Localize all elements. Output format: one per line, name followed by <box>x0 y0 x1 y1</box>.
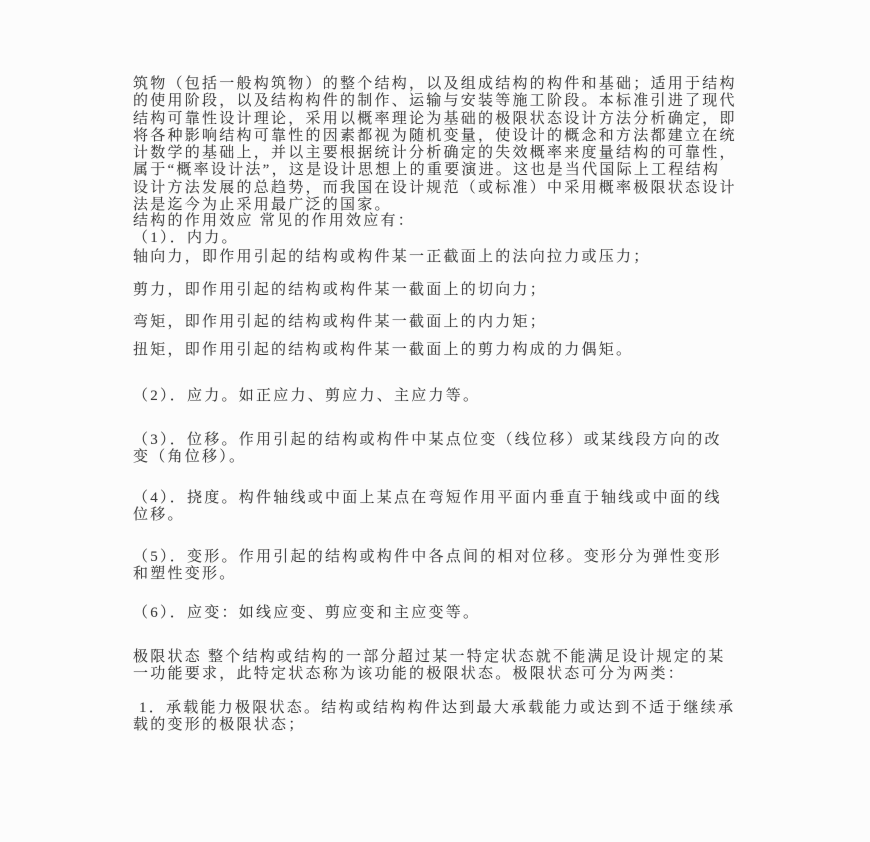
text-line: 极限状态 整个结构或结构的一部分超过某一特定状态就不能满足设计规定的某 <box>133 649 726 665</box>
para-item-2-stress <box>133 388 480 405</box>
text-line: （4）．挠度。构件轴线或中面上某点在弯短作用平面内垂直于轴线或中面的线 <box>133 490 722 506</box>
text-line: 结构的作用效应 常见的作用效应有： <box>133 213 416 229</box>
para-shear-force <box>133 282 547 299</box>
text-line: 结构可靠性设计理论，采用以概率理论为基础的极限状态设计方法分析确定，即 <box>133 110 737 127</box>
text-line: 1．承载能力极限状态。结构或结构构件达到最大承载能力或达到不适于继续承 <box>133 700 736 716</box>
text-line: 和塑性变形。 <box>133 566 237 583</box>
text-line: 剪力，即作用引起的结构或构件某一截面上的切向力； <box>133 282 548 298</box>
para-torque <box>133 342 633 359</box>
text-line: 位移。 <box>133 507 185 524</box>
para-action-effects-heading <box>133 213 415 248</box>
text-line: 筑物（包括一般构筑物）的整个结构，以及组成结构的构件和基础；适用于结构 <box>133 76 737 92</box>
text-line: （5）．变形。作用引起的结构或构件中各点间的相对位移。变形分为弹性变形 <box>133 549 722 565</box>
text-line: 设计方法发展的总趋势，而我国在设计规范（或标准）中采用概率极限状态设计 <box>133 179 737 196</box>
text-line: 载的变形的极限状态； <box>133 717 306 734</box>
text-line: 将各种影响结构可靠性的因素都视为随机变量，使设计的概念和方法都建立在统 <box>133 127 737 144</box>
para-bending-moment <box>133 314 547 331</box>
text-line: 轴向力，即作用引起的结构或构件某一正截面上的法向拉力或压力； <box>133 249 651 265</box>
text-line: （2）．应力。如正应力、剪应力、主应力等。 <box>133 388 481 404</box>
text-line: （3）．位移。作用引起的结构或构件中某点位变（线位移）或某线段方向的改 <box>133 432 722 448</box>
text-line: 的使用阶段，以及结构构件的制作、运输与安装等施工阶段。本标准引进了现代 <box>133 93 737 110</box>
text-line: 计数学的基础上，并以主要根据统计分析确定的失效概率来度量结构的可靠性， <box>133 145 737 162</box>
para-axial-force <box>133 249 651 266</box>
text-line: 属于“概率设计法”，这是设计思想上的重要演进。这也是当代国际上工程结构 <box>133 162 721 179</box>
para-bearing-capacity-limit-state <box>133 700 735 735</box>
text-line: （1）．内力。 <box>133 230 239 247</box>
para-item-4-deflection <box>133 490 722 525</box>
text-line: 弯矩，即作用引起的结构或构件某一截面上的内力矩； <box>133 314 548 330</box>
para-item-6-strain <box>133 605 480 622</box>
text-line: 法是迄今为止采用最广泛的国家。 <box>133 197 392 214</box>
text-line: 一功能要求，此特定状态称为该功能的极限状态。极限状态可分为两类： <box>133 666 686 683</box>
para-item-5-deformation <box>133 549 722 584</box>
text-line: 扭矩，即作用引起的结构或构件某一截面上的剪力构成的力偶矩。 <box>133 342 634 358</box>
para-limit-state <box>133 649 726 684</box>
text-line: 变（角位移）。 <box>133 449 247 466</box>
para-item-3-displacement <box>133 432 722 467</box>
text-line: （6）．应变：如线应变、剪应变和主应变等。 <box>133 605 481 621</box>
para-intro <box>133 76 737 214</box>
